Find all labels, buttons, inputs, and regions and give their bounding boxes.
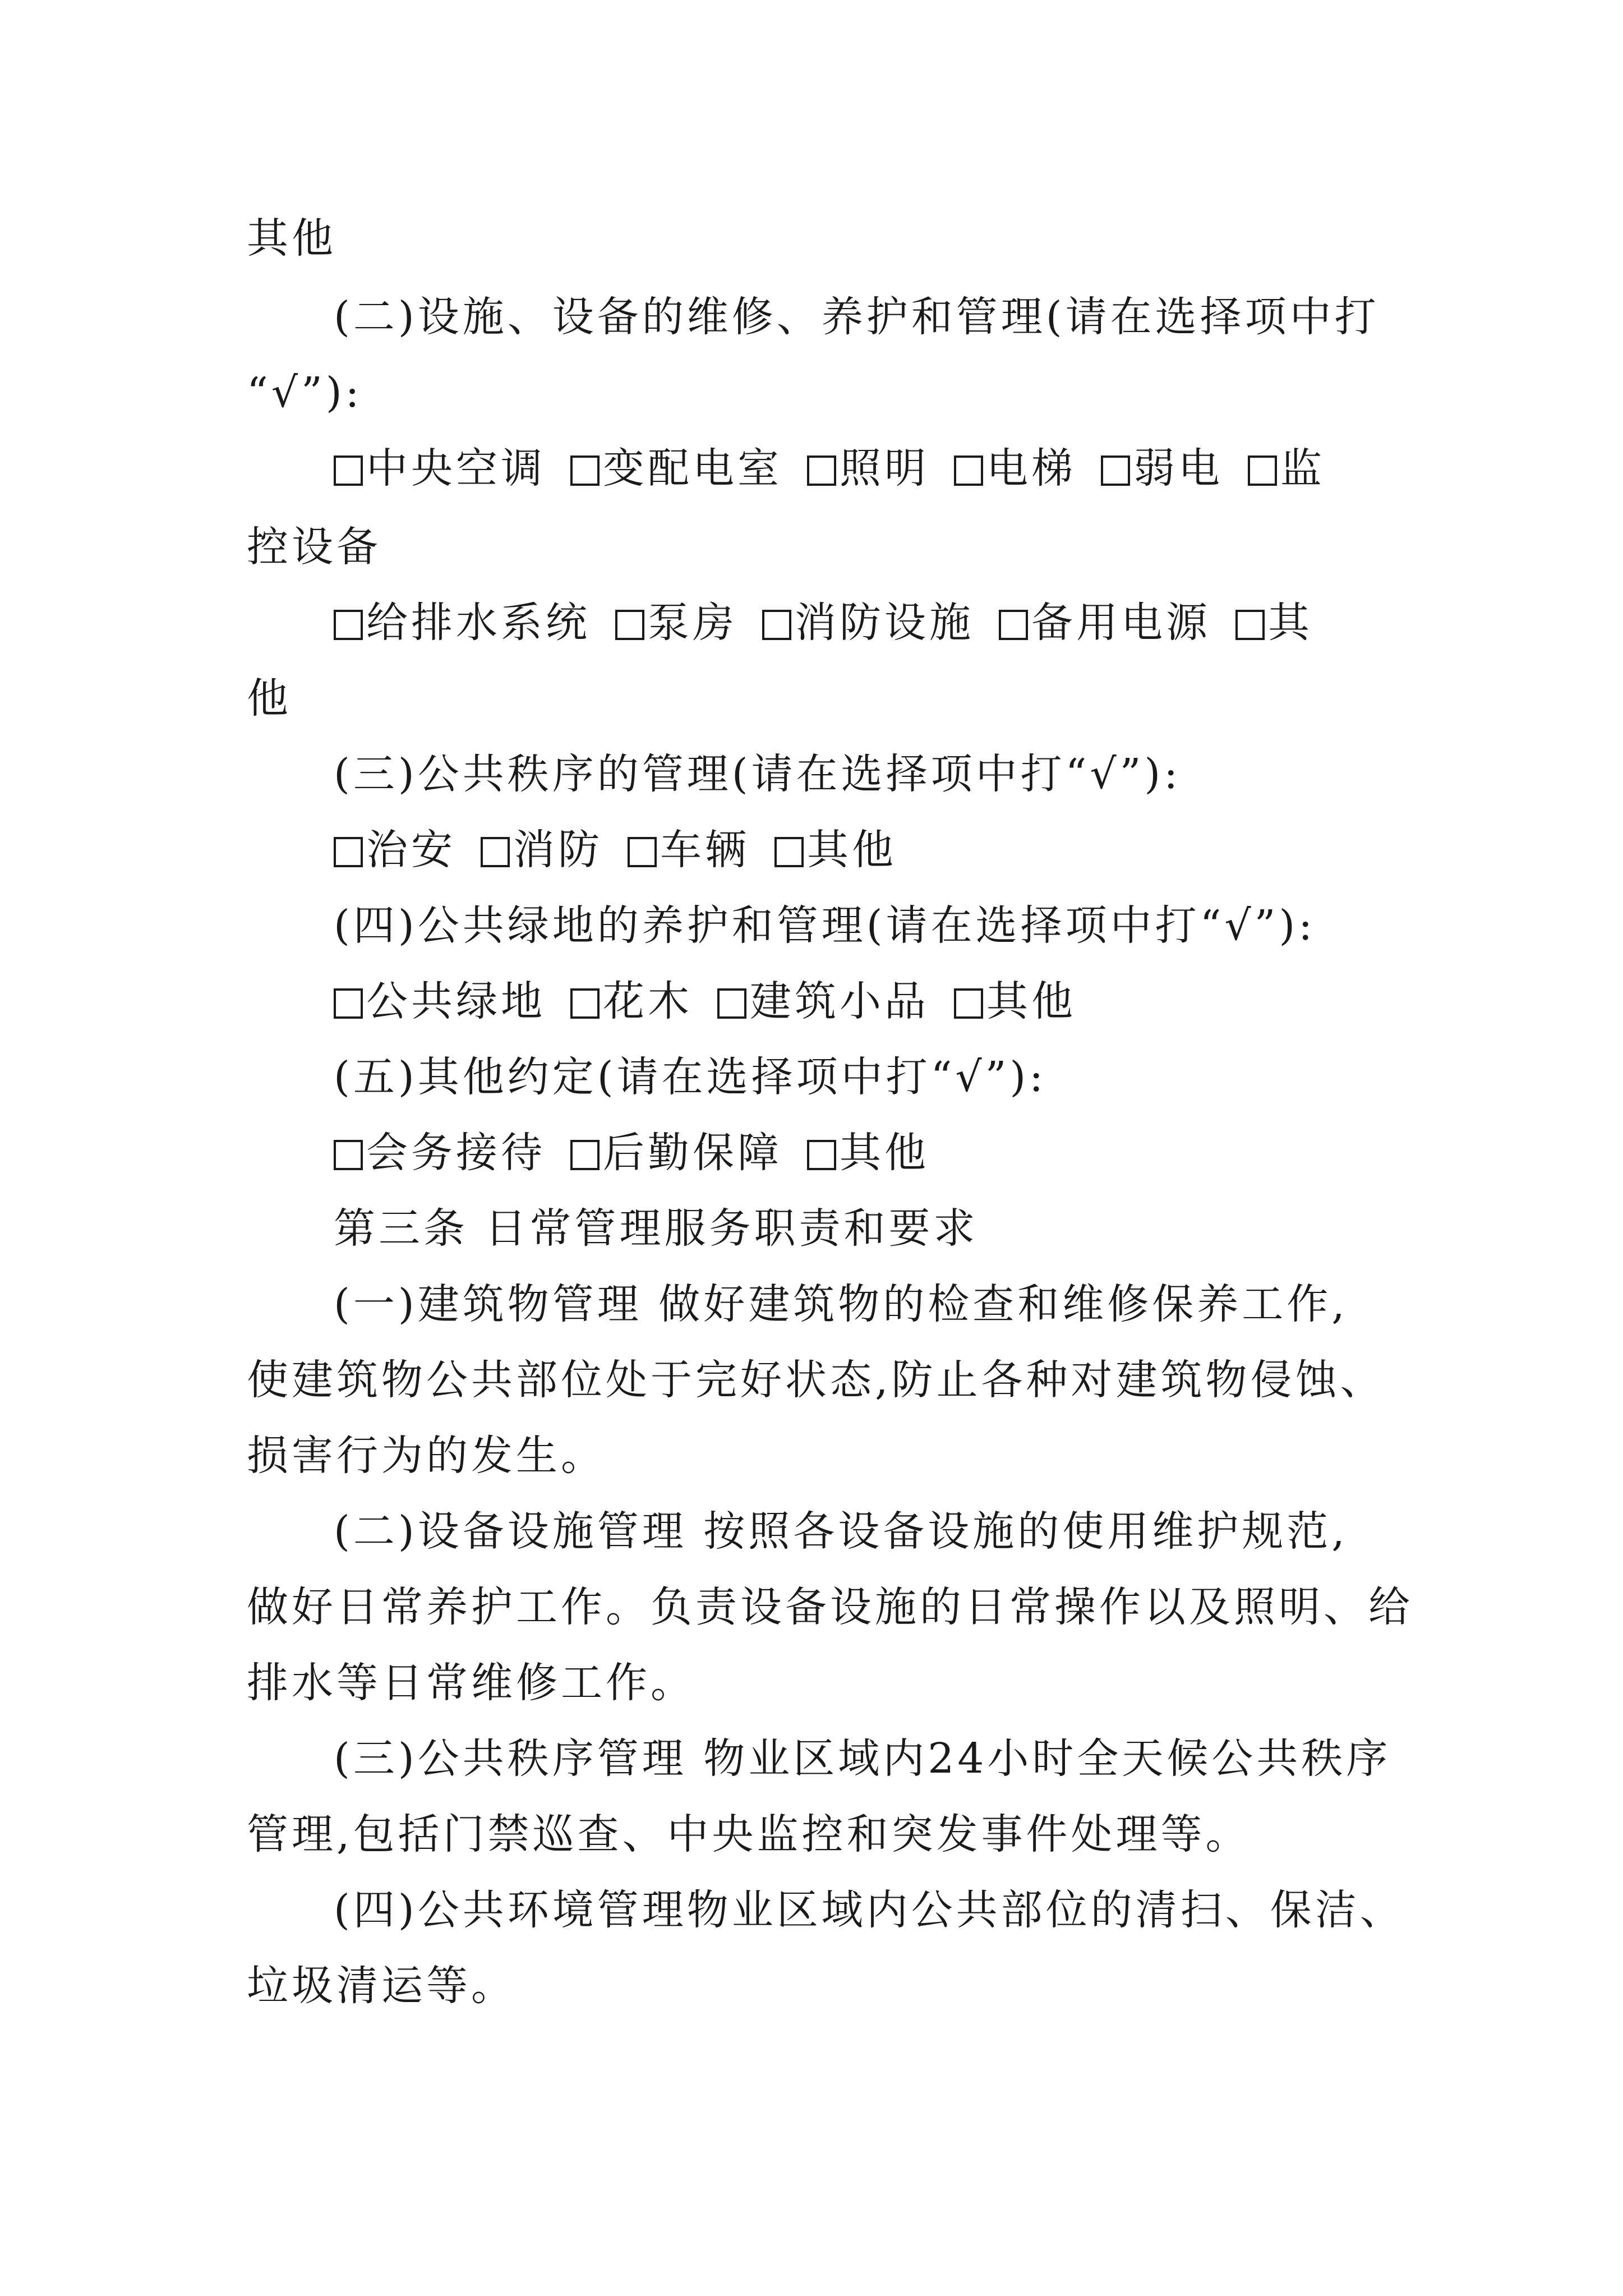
text-line xyxy=(0,1958,1623,2014)
checkbox-box[interactable] xyxy=(628,837,657,867)
checkbox-row-facilities-1 xyxy=(0,440,1623,496)
checkbox-row-facilities-2 xyxy=(0,595,1623,651)
checkbox-option[interactable] xyxy=(570,1125,782,1181)
checkbox-option[interactable] xyxy=(954,973,1076,1029)
checkbox-box[interactable] xyxy=(481,837,510,867)
checkbox-option[interactable] xyxy=(615,595,737,651)
checkbox-label: 电梯 xyxy=(986,444,1076,493)
checkbox-option[interactable] xyxy=(1235,595,1313,651)
section-heading-public-order xyxy=(0,746,1623,802)
checkbox-box[interactable] xyxy=(570,455,600,486)
text-line xyxy=(0,210,1623,266)
checkbox-label: 泵房 xyxy=(648,599,737,647)
text-span: 他 xyxy=(247,674,292,723)
checkbox-row-green-space xyxy=(0,973,1623,1029)
checkbox-label: 监 xyxy=(1280,444,1325,493)
text-span: 损害行为的发生。 xyxy=(247,1432,606,1480)
text-span: (三)公共秩序的管理(请在选择项中打“√”): xyxy=(334,750,1182,798)
checkbox-row-other xyxy=(0,1125,1623,1181)
checkbox-box[interactable] xyxy=(334,988,363,1019)
checkbox-box[interactable] xyxy=(1235,610,1265,640)
text-span: (四)公共绿地的养护和管理(请在选择项中打“√”): xyxy=(334,901,1316,950)
text-span: (四)公共环境管理物业区域内公共部位的清扫、保洁、 xyxy=(334,1886,1405,1934)
checkbox-label: 花木 xyxy=(603,977,693,1025)
text-span: 做好日常养护工作。负责设备设施的日常操作以及照明、给 xyxy=(247,1583,1413,1631)
checkbox-box[interactable] xyxy=(615,610,644,640)
text-span: (二)设施、设备的维修、养护和管理(请在选择项中打 xyxy=(334,293,1380,341)
article-heading xyxy=(0,1200,1623,1257)
checkbox-box[interactable] xyxy=(954,988,983,1019)
checkbox-box[interactable] xyxy=(807,1140,836,1170)
checkbox-option[interactable] xyxy=(628,822,750,878)
checkbox-row-public-order xyxy=(0,822,1623,878)
checkbox-box[interactable] xyxy=(334,610,363,640)
section-heading-facilities xyxy=(0,289,1623,345)
checkbox-label: 治安 xyxy=(366,826,456,874)
checkbox-option[interactable] xyxy=(774,822,897,878)
checkbox-label: 建筑小品 xyxy=(750,977,929,1025)
checkbox-box[interactable] xyxy=(334,837,363,867)
checkbox-option[interactable] xyxy=(807,440,929,496)
checkbox-box[interactable] xyxy=(954,455,983,486)
checkbox-option[interactable] xyxy=(954,440,1076,496)
checkbox-box[interactable] xyxy=(762,610,791,640)
text-line xyxy=(0,1806,1623,1862)
section-heading-other xyxy=(0,1049,1623,1105)
checkbox-label: 消防设施 xyxy=(795,599,974,647)
text-line xyxy=(0,1731,1623,1787)
text-span: 使建筑物公共部位处于完好状态,防止各种对建筑物侵蚀、 xyxy=(247,1356,1385,1404)
text-span: 排水等日常维修工作。 xyxy=(247,1659,695,1707)
text-span: (二)设备设施管理 按照各设备设施的使用维护规范, xyxy=(334,1507,1348,1556)
checkbox-box[interactable] xyxy=(334,1140,363,1170)
checkbox-option[interactable] xyxy=(334,440,546,496)
checkbox-label: 备用电源 xyxy=(1031,599,1211,647)
checkbox-option[interactable] xyxy=(334,822,456,878)
checkbox-option[interactable] xyxy=(762,595,974,651)
checkbox-label: 其他 xyxy=(807,826,897,874)
section-heading-green-space xyxy=(0,898,1623,954)
checkbox-option[interactable] xyxy=(570,440,782,496)
checkbox-box[interactable] xyxy=(1101,455,1130,486)
checkbox-option[interactable] xyxy=(1248,440,1325,496)
text-line xyxy=(0,1579,1623,1635)
checkbox-option[interactable] xyxy=(717,973,929,1029)
checkbox-option[interactable] xyxy=(999,595,1211,651)
text-span: (一)建筑物管理 做好建筑物的检查和维修保养工作, xyxy=(334,1280,1348,1328)
text-span: (三)公共秩序管理 物业区域内24小时全天候公共秩序 xyxy=(334,1734,1391,1783)
text-span: (五)其他约定(请在选择项中打“√”): xyxy=(334,1053,1047,1101)
checkbox-box[interactable] xyxy=(999,610,1028,640)
text-line xyxy=(0,519,1623,575)
checkbox-option[interactable] xyxy=(807,1125,929,1181)
checkbox-box[interactable] xyxy=(1248,455,1277,486)
checkbox-option[interactable] xyxy=(1101,440,1223,496)
text-line xyxy=(0,670,1623,726)
checkbox-label: 车辆 xyxy=(660,826,750,874)
checkbox-label: 会务接待 xyxy=(366,1129,546,1177)
text-span: 控设备 xyxy=(247,523,381,571)
checkbox-box[interactable] xyxy=(570,1140,600,1170)
checkbox-option[interactable] xyxy=(334,1125,546,1181)
checkbox-box[interactable] xyxy=(717,988,746,1019)
text-line xyxy=(0,1655,1623,1711)
text-line xyxy=(0,1503,1623,1559)
checkbox-label: 中央空调 xyxy=(366,444,546,493)
text-line xyxy=(0,1352,1623,1408)
checkbox-label: 变配电室 xyxy=(603,444,782,493)
checkbox-option[interactable] xyxy=(334,595,591,651)
checkbox-box[interactable] xyxy=(807,455,836,486)
checkbox-label: 照明 xyxy=(840,444,929,493)
checkbox-box[interactable] xyxy=(774,837,804,867)
checkbox-option[interactable] xyxy=(570,973,693,1029)
checkbox-option[interactable] xyxy=(334,973,546,1029)
text-span: 第三条 日常管理服务职责和要求 xyxy=(334,1204,979,1253)
text-line xyxy=(0,1276,1623,1332)
checkbox-box[interactable] xyxy=(570,988,600,1019)
checkbox-box[interactable] xyxy=(334,455,363,486)
checkbox-label: 其 xyxy=(1268,599,1313,647)
text-line xyxy=(0,365,1623,421)
checkbox-option[interactable] xyxy=(481,822,603,878)
text-line xyxy=(0,1428,1623,1484)
checkbox-label: 公共绿地 xyxy=(366,977,546,1025)
text-span: 管理,包括门禁巡查、中央监控和突发事件处理等。 xyxy=(247,1810,1251,1858)
checkbox-label: 弱电 xyxy=(1133,444,1223,493)
checkbox-label: 其他 xyxy=(840,1129,929,1177)
checkbox-label: 给排水系统 xyxy=(366,599,591,647)
text-span: 垃圾清运等。 xyxy=(247,1962,516,2010)
text-span: “√”): xyxy=(247,369,363,417)
text-line xyxy=(0,1882,1623,1938)
checkbox-label: 消防 xyxy=(513,826,603,874)
checkbox-label: 其他 xyxy=(986,977,1076,1025)
checkbox-label: 后勤保障 xyxy=(603,1129,782,1177)
text-span: 其他 xyxy=(247,214,336,263)
